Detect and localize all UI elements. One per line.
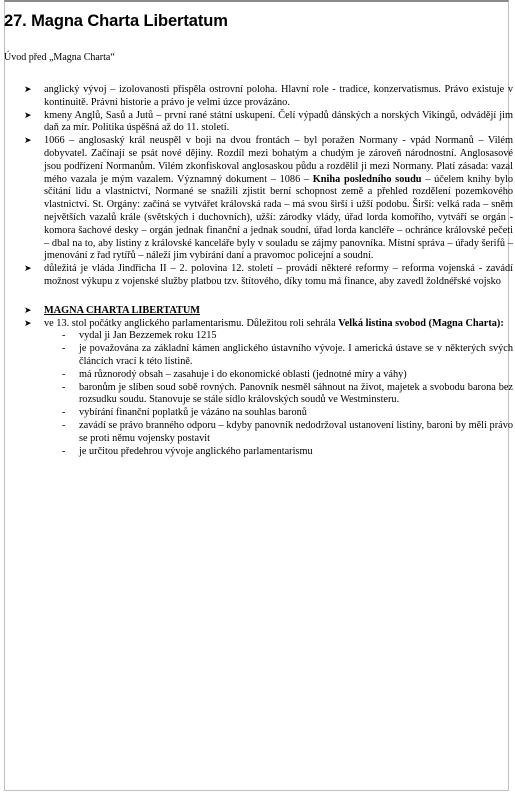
- arrowhead-bullet-icon: ➤: [24, 136, 32, 147]
- arrowhead-bullet-icon: ➤: [24, 264, 32, 275]
- dash-marker: -: [62, 445, 66, 457]
- list-item: [24, 135, 513, 263]
- sub-list-item: [24, 420, 513, 446]
- arrowhead-bullet-icon: ➤: [24, 85, 32, 95]
- dash-marker: -: [62, 381, 66, 393]
- intro-line: Úvod před „Magna Charta“: [4, 52, 115, 63]
- sub-item-text: je považována za základní kámen anglického ústavního vývoje. I americká ústave se v některých svých článcích vrací k této listině.: [79, 343, 513, 367]
- bullet-text: – účelem knihy bylo sčítání lidu a vlastnictví, Normané se snažili zjistit berní schopnost země a přehled rozdělení pozemkového vlastnictví. St. Orgány: začíná se vytvářet královská rada – má svou širší i užší podobu. Širší: velká rada – sněm největších vazalů krále (světských i duchovních), užší: zárodky vlády, úřad lorda komořího, vytváří se orgán - komora šachové desky – orgán jednak finanční a jednak soudní, úřad lorda kancléře – ochránce královské pečeti – dbal na to, aby listiny z královské kanceláře byly v souladu se zájmy panovníka. Místní správa – úřady šerifů – jmenování z řad rytířů – náleží jim vybírání daní a pravomoc policejní a soudní.: [44, 173, 514, 262]
- sub-list-item: [24, 382, 513, 408]
- dash-marker: -: [62, 419, 66, 431]
- sub-item-text: má různorodý obsah – zasahuje i do ekonomické oblasti (jednotné míry a váhy): [79, 368, 407, 380]
- bullet-text: ve 13. stol počátky anglického parlamentarismu. Důležitou roli sehrála: [44, 317, 339, 329]
- bullet-text: 1066 – anglosaský král neuspěl v boji na dvou frontách – byl poražen Normany - vpád Normanů – Vilém dobyvatel. Začínají se psát nové dějiny. Rozdíl mezi bohatým a chudým je zároveň národnostní. Anglosasové jsou podřízení Normanům. Vilém zkonfiskoval anglosaskou půdu a rozdělil ji mezi Normany. Platí zásada: vazal mého vazala je mým vazalem. Významný dokument – 1086 –: [44, 135, 513, 185]
- arrowhead-bullet-icon: ➤: [24, 305, 32, 316]
- list-item: [24, 84, 513, 110]
- section-heading: MAGNA CHARTA LIBERTATUM: [44, 304, 201, 316]
- bullet-bold-term: Velká listina svobod (Magna Charta):: [338, 317, 504, 329]
- sub-item-text: zavádí se právo branného odporu – kdyby panovník nedodržoval ustanovení listiny, baroni by měli právo se proti němu vojensky postavit: [79, 419, 513, 444]
- document-body: [24, 84, 513, 458]
- arrowhead-bullet-icon: ➤: [24, 318, 32, 329]
- bullet-bold-term: Kniha posledního soudu: [312, 173, 422, 185]
- sub-list-item: [24, 330, 513, 343]
- list-item: [24, 318, 513, 331]
- list-item: [24, 263, 513, 289]
- dash-marker: -: [62, 330, 66, 342]
- sub-list-item: [24, 343, 513, 369]
- dash-marker: -: [62, 343, 66, 355]
- bullet-text: důležitá je vláda Jindřicha II – 2. polovina 12. století – provádí některé reformy – reforma vojenská - zavádí možnost výkupu z vojenské služby platbou tzv. štítového, díky tomu má finance, aby zavedl žoldnéřské vojsko: [44, 263, 513, 287]
- sub-list-item: [24, 407, 513, 420]
- arrowhead-bullet-icon: ➤: [24, 110, 32, 121]
- page-title: 27. Magna Charta Libertatum: [4, 12, 228, 30]
- section-heading-item: [24, 305, 513, 318]
- sub-list-item: [24, 446, 513, 459]
- dash-marker: -: [62, 368, 66, 380]
- sub-list-item: [24, 369, 513, 382]
- sub-item-text: je určitou předehrou vývoje anglického parlamentarismu: [79, 445, 313, 457]
- sub-item-text: vybírání finanční poplatků je vázáno na souhlas baronů: [79, 407, 307, 419]
- bullet-text: anglický vývoj – izolovanosti přispěla ostrovní poloha. Hlavní role - tradice, konzervatismus. Právo existuje v kontinuitě. Právní historie a právo je velmi úzce provázáno.: [44, 84, 513, 108]
- bullet-text: kmeny Anglů, Sasů a Jutů – první rané státní uskupení. Čelí výpadů dánských a norských Vikingů, odvádějí jim daň za mír. Politika úspěšná až do 11. století.: [44, 109, 513, 134]
- sub-item-text: baronům je slíben soud sobě rovných. Panovník nesměl sáhnout na život, majetek a svobodu barona bez rozsudku soudu. Stanovuje se stále sídlo královských soudů ve Westminsteru.: [79, 381, 513, 406]
- list-item: [24, 110, 513, 136]
- sub-item-text: vydal ji Jan Bezzemek roku 1215: [79, 330, 217, 342]
- dash-marker: -: [62, 407, 66, 419]
